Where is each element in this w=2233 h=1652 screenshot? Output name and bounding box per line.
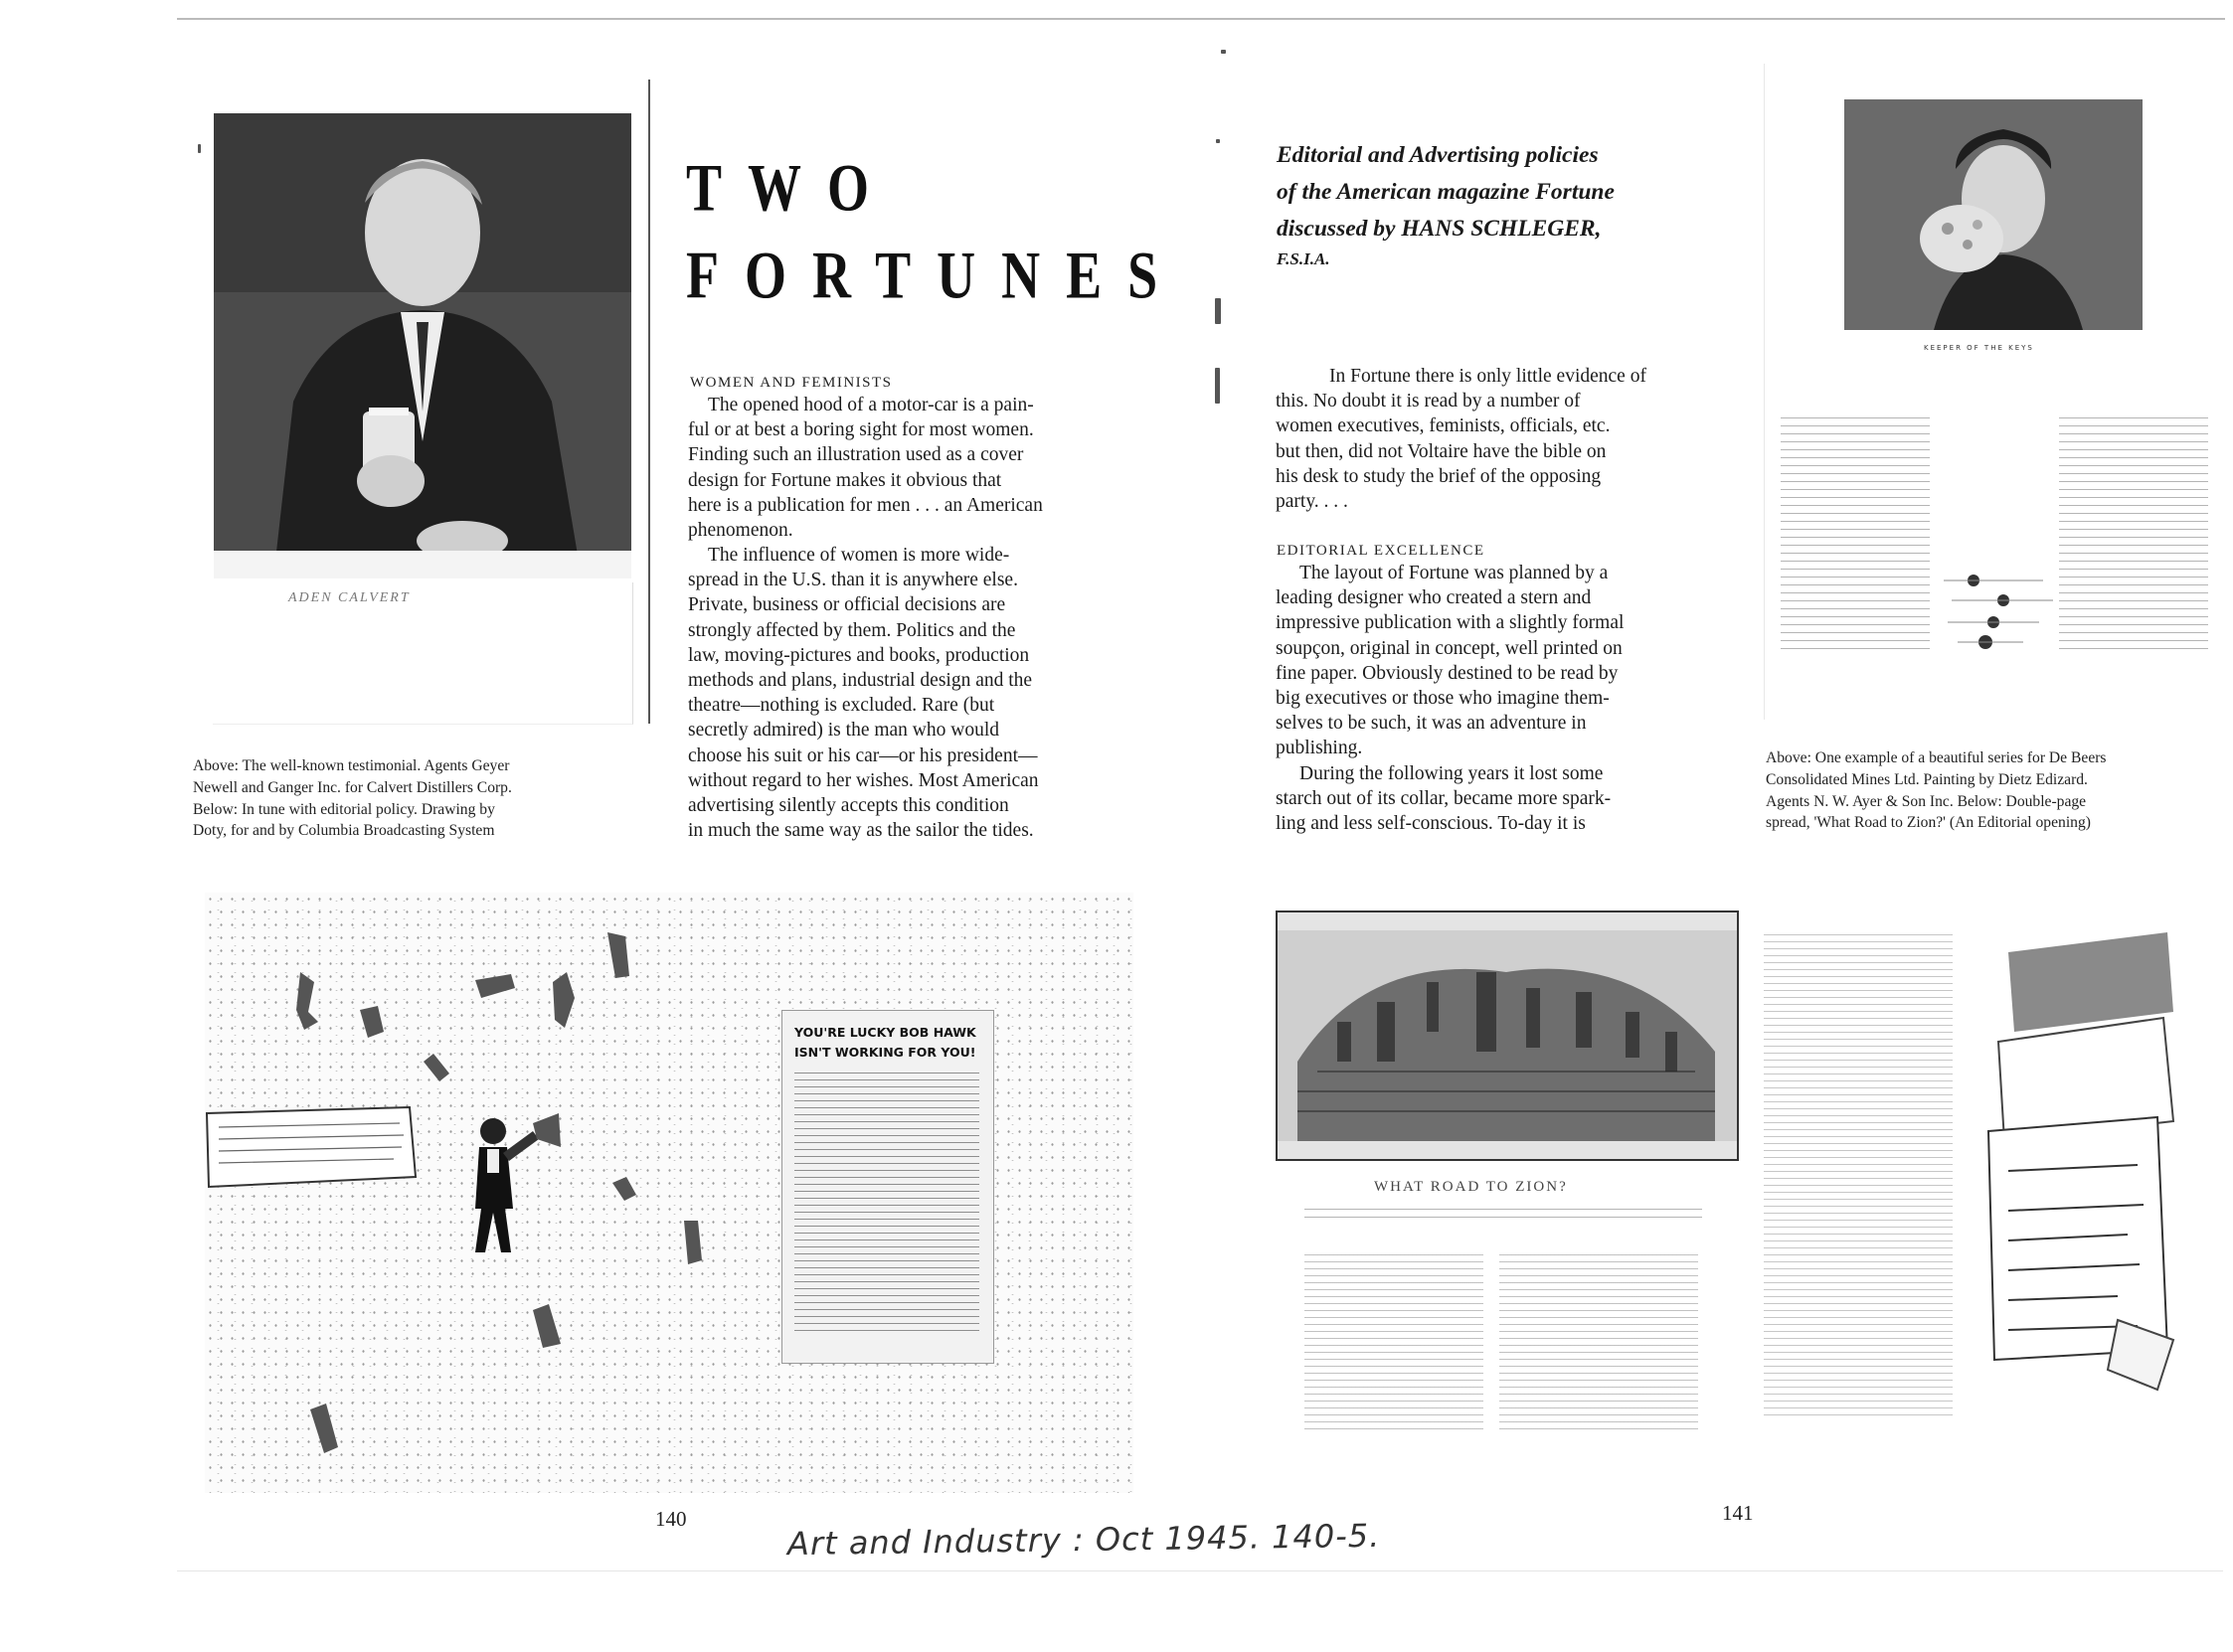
left-paragraph-2 [688, 543, 1140, 843]
zion-copy-col3 [1764, 934, 1953, 1421]
page-number-left: 140 [655, 1507, 687, 1531]
scan-speck [198, 144, 201, 153]
text-line: advertising silently accepts this condition [688, 795, 1009, 817]
text-line: big executives or those who imagine them- [1276, 688, 1610, 710]
column-rule [648, 80, 650, 724]
text-line: women executives, feminists, officials, etc. [1276, 415, 1611, 437]
text-line: theatre—nothing is excluded. Rare (but [688, 695, 995, 717]
text-line: The influence of women is more wide- [708, 545, 1010, 566]
ad-headline-line2: ISN'T WORKING FOR YOU! [794, 1045, 976, 1060]
section-heading-women: WOMEN AND FEMINISTS [690, 375, 893, 391]
de-beers-copy-right [2059, 417, 2208, 656]
right-caption [1766, 747, 2225, 834]
zion-documents-illustration [1969, 922, 2177, 1419]
text-line: fine paper. Obviously destined to be read by [1276, 662, 1619, 684]
portrait-signature: ADEN CALVERT [288, 590, 411, 605]
text-line: ling and less self-conscious. To-day it is [1276, 813, 1586, 835]
article-title-line2: FORTUNES [686, 238, 1184, 313]
zion-copy-col2 [1499, 1254, 1698, 1431]
text-line: without regard to her wishes. Most American [688, 769, 1039, 791]
ad-headline-line1: YOU'RE LUCKY BOB HAWK [794, 1025, 976, 1040]
ad-body-copy [794, 1073, 979, 1333]
text-line: The opened hood of a motor-car is a pain- [708, 395, 1034, 415]
bob-hawk-ad-inset [781, 1010, 994, 1364]
text-line: but then, did not Voltaire have the bible on [1276, 440, 1607, 462]
caption-line: Above: The well-known testimonial. Agents Geyer [193, 757, 510, 774]
text-line: soupçon, original in concept, well printed on [1276, 637, 1623, 659]
text-line: Private, business or official decisions are [688, 594, 1006, 616]
text-line: choose his suit or his car—or his president— [688, 744, 1038, 766]
section-heading-editorial: EDITORIAL EXCELLENCE [1277, 543, 1485, 559]
text-line: Finding such an illustration used as a cover [688, 444, 1024, 466]
caption-line: Above: One example of a beautiful series for De Beers [1766, 749, 2107, 766]
text-line: law, moving-pictures and books, production [688, 644, 1030, 666]
text-line: publishing. [1276, 738, 1363, 759]
text-line: During the following years it lost some [1299, 763, 1604, 784]
text-line: ful or at best a boring sight for most women. [688, 419, 1034, 441]
text-line: selves to be such, it was an adventure in [1276, 713, 1587, 735]
scan-speck [1215, 298, 1221, 324]
zion-spread-text [1764, 924, 1963, 1431]
keeper-of-keys-label: KEEPER OF THE KEYS [1924, 344, 2034, 352]
scan-speck [1221, 50, 1226, 54]
caption-line: Newell and Ganger Inc. for Calvert Distillers Corp. [193, 778, 512, 796]
zion-copy-col1 [1304, 1254, 1483, 1431]
text-line: spread in the U.S. than it is anywhere else. [688, 570, 1018, 591]
scan-speck [1216, 139, 1220, 143]
caption-line: Below: In tune with editorial policy. Drawing by [193, 800, 495, 818]
text-line: secretly admired) is the man who would [688, 720, 999, 742]
text-line: The layout of Fortune was planned by a [1299, 563, 1609, 583]
handwritten-reference-note: Art and Industry : Oct 1945. 140-5. [786, 1516, 1381, 1564]
caption-line: Doty, for and by Columbia Broadcasting System [193, 822, 495, 840]
right-paragraph-3 [1276, 761, 1723, 837]
cbs-advertisement-illustration [205, 893, 1133, 1493]
text-line: design for Fortune makes it obvious that [688, 469, 1002, 491]
text-line: leading designer who created a stern and [1276, 587, 1592, 609]
caption-line: Consolidated Mines Ltd. Painting by Dietz Edizard. [1766, 770, 2088, 788]
scan-speck [1215, 368, 1220, 404]
diamond-keys-graphic [1944, 571, 2063, 660]
text-line: this. No doubt it is read by a number of [1276, 391, 1581, 413]
right-paragraph-2 [1276, 561, 1723, 761]
article-title-line1: TWO [686, 150, 896, 226]
text-line: party. . . . [1276, 491, 1348, 513]
de-beers-ad [1764, 64, 2226, 720]
scan-edge [177, 18, 2225, 20]
text-line: in much the same way as the sailor the tides. [688, 820, 1034, 842]
intro-credential: F.S.I.A. [1277, 249, 1330, 268]
text-line: here is a publication for men . . . an American [688, 494, 1043, 516]
text-line: In Fortune there is only little evidence of [1329, 366, 1646, 387]
left-paragraph-1 [688, 393, 1140, 543]
jerusalem-engraving [1276, 910, 1739, 1161]
intro-line: discussed by HANS SCHLEGER, [1277, 216, 1602, 242]
de-beers-copy-left [1781, 417, 1930, 656]
intro-line: Editorial and Advertising policies [1277, 142, 1599, 168]
page-number-right: 141 [1722, 1501, 1754, 1525]
zion-subhead [1304, 1209, 1702, 1219]
text-line: impressive publication with a slightly formal [1276, 612, 1625, 634]
caption-line: spread, 'What Road to Zion?' (An Editorial opening) [1766, 814, 2091, 832]
portrait-photo [214, 113, 631, 578]
right-paragraph-1 [1276, 364, 1723, 514]
portrait-frame-margin [213, 582, 633, 725]
text-line: phenomenon. [688, 520, 793, 542]
caption-line: Agents N. W. Ayer & Son Inc. Below: Double-page [1766, 792, 2087, 810]
scan-edge-bottom [177, 1570, 2223, 1571]
left-caption [193, 755, 650, 842]
article-intro [1277, 137, 1615, 269]
zion-heading: WHAT ROAD TO ZION? [1374, 1179, 1568, 1195]
de-beers-painting [1844, 99, 2143, 330]
text-line: starch out of its collar, became more spark- [1276, 788, 1612, 810]
intro-line: of the American magazine Fortune [1277, 179, 1615, 205]
text-line: methods and plans, industrial design and the [688, 670, 1033, 692]
text-line: strongly affected by them. Politics and the [688, 619, 1016, 641]
text-line: his desk to study the brief of the opposing [1276, 465, 1602, 487]
